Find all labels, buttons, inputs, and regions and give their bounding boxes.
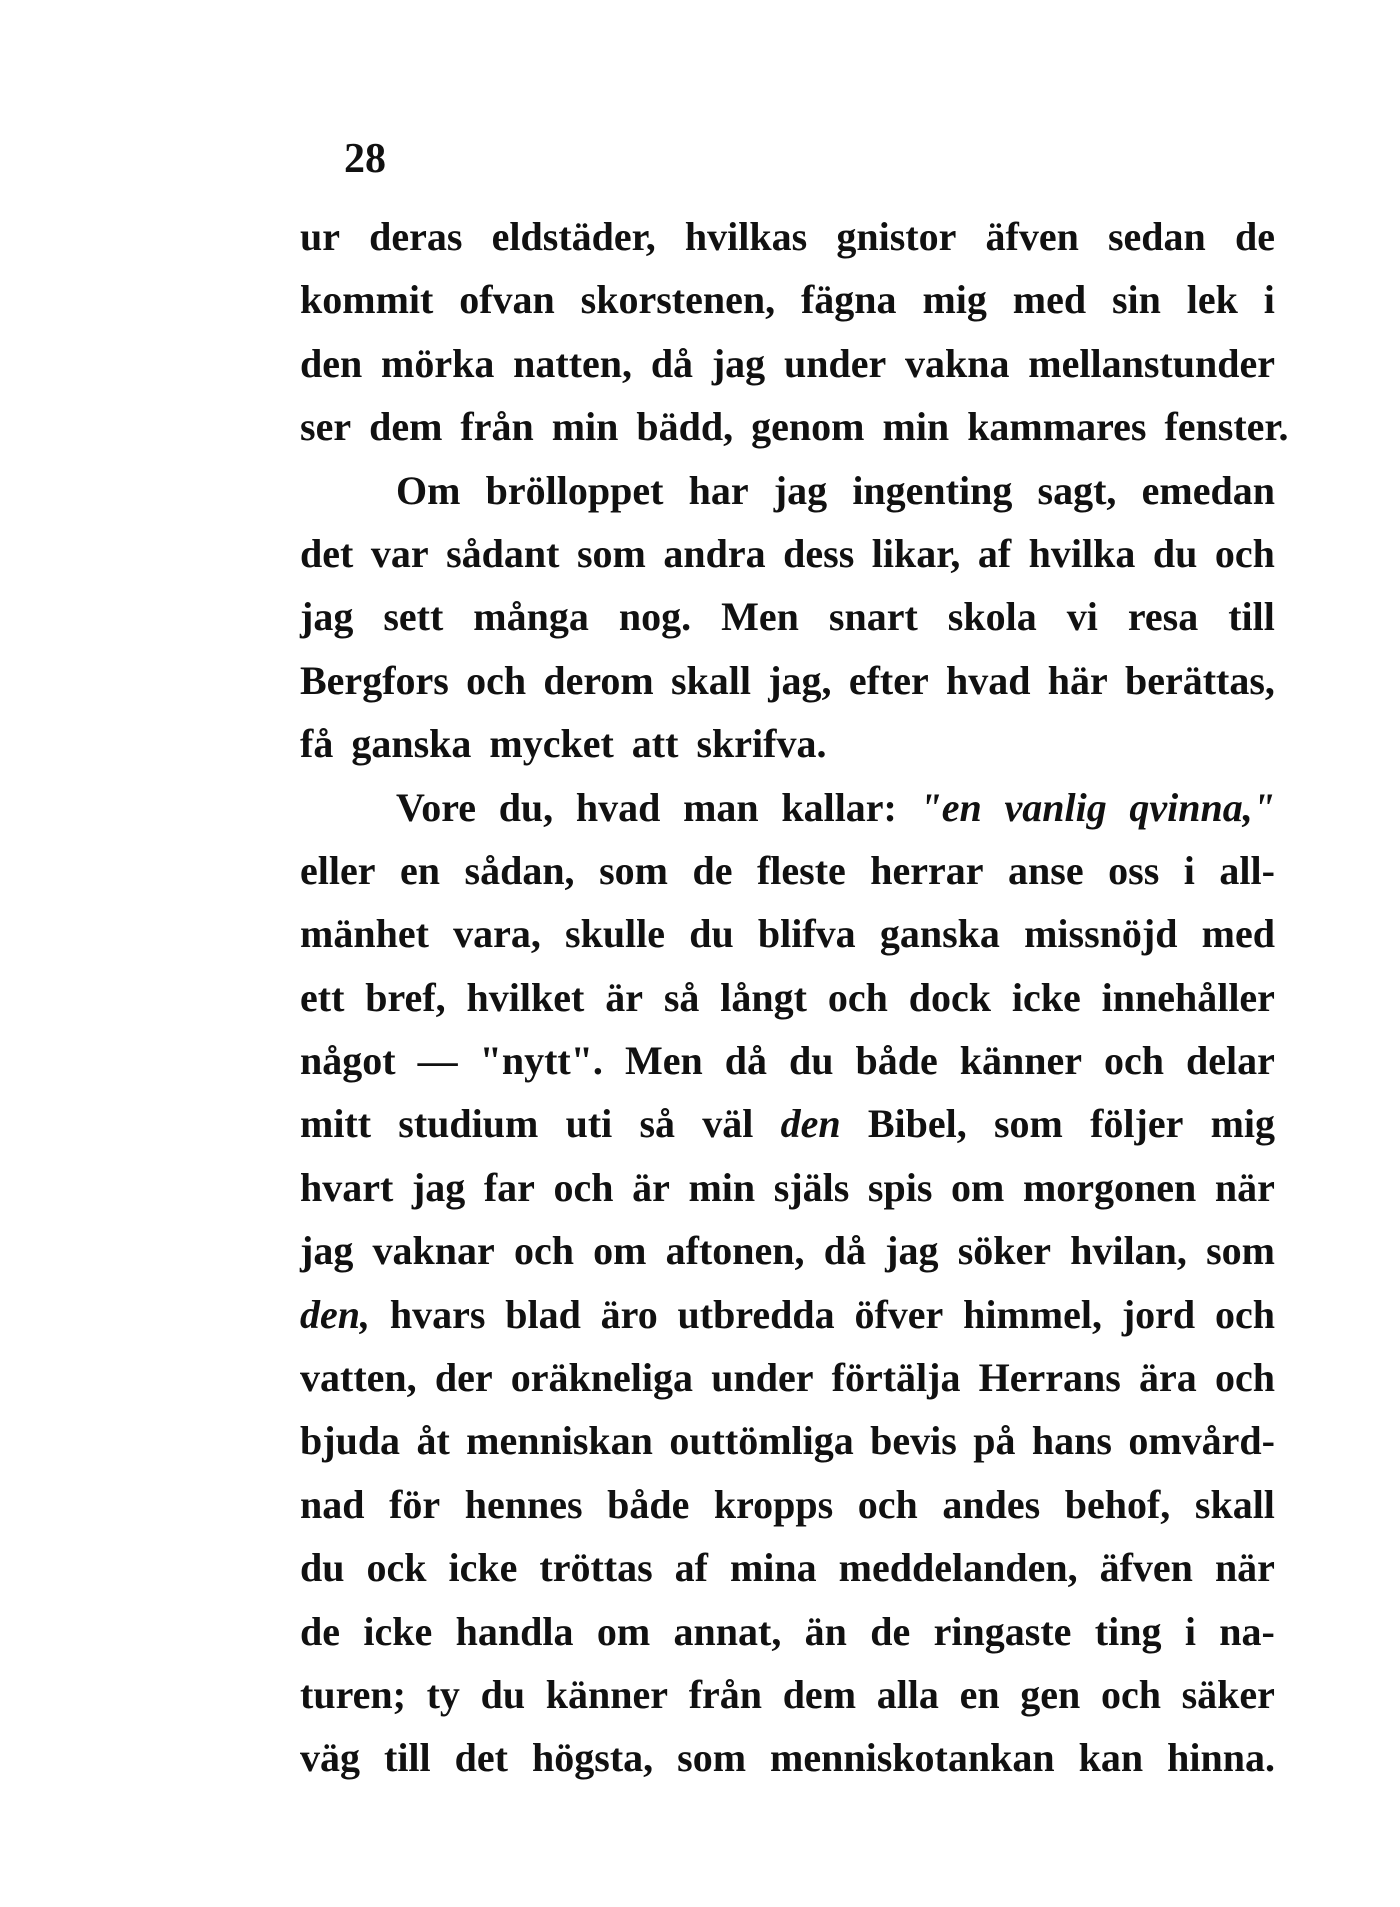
word: förtälja [831,1355,961,1401]
text-line [300,712,1275,775]
word: jag [300,1228,354,1274]
word: vaknar [372,1228,495,1274]
word: sedan [1107,214,1206,259]
word: alla [876,1671,939,1717]
word: dock [908,974,991,1020]
word: oss [1108,847,1160,893]
word: om [951,1164,1005,1210]
word: bjuda [300,1418,401,1464]
word: och [1214,1291,1275,1337]
word: öfver [854,1291,944,1337]
word: är [632,1164,670,1210]
word: resa [1127,594,1199,640]
word: de [692,847,733,893]
word: på [973,1418,1016,1464]
word: oräkneliga [510,1355,694,1401]
word: Vore [396,784,476,830]
word: äfven [1099,1545,1193,1591]
word: en [959,1671,1000,1717]
word: det [454,1735,508,1781]
text-line [300,1156,1275,1219]
word: skall [1194,1481,1275,1527]
word: likar, [871,530,961,576]
word: och [1214,1355,1275,1401]
word: meddelanden, [838,1545,1078,1591]
word: har [688,467,749,513]
word: ser [300,404,352,450]
word: som [993,1101,1063,1147]
word: missnöjd [1024,911,1178,957]
word: min [688,1164,756,1210]
word: skorstenen, [580,277,776,323]
word: när [1214,1545,1275,1591]
word: följer [1090,1101,1184,1147]
word: hvad [945,657,1031,703]
text-line [300,1726,1275,1789]
text-line [300,1600,1275,1663]
text-line [300,585,1275,648]
word: känner [545,1671,669,1717]
word: långt [720,974,807,1020]
word: min [882,404,950,450]
word: skall [670,657,751,703]
text-line [300,839,1275,902]
word: emedan [1141,467,1275,513]
word: fägna [800,277,897,323]
word: lek [1186,277,1238,323]
text-line [300,1283,1275,1346]
word: derom [543,657,654,703]
word: jord [1121,1291,1196,1337]
word: deras [369,214,463,259]
word: ringaste [933,1608,1072,1654]
word: de [300,1608,340,1654]
word: hennes [464,1481,583,1527]
word: i [1183,847,1195,893]
word: efter [848,657,929,703]
word: fenster. [1164,404,1289,450]
body-text [300,205,1289,1790]
word: turen; [300,1671,406,1717]
word: icke [363,1608,433,1654]
word: min [551,404,619,450]
word: det [300,530,354,576]
word: väg [300,1735,360,1781]
word: "nytt". [479,1038,603,1084]
word: som [1206,1228,1275,1274]
word: mänhet [300,911,429,957]
word: ganska [879,911,1000,957]
word: få [300,721,334,767]
word: och [827,974,888,1020]
word: väl [702,1101,754,1147]
word: snart [828,594,918,640]
text-line [300,1409,1275,1472]
word: så [639,1101,676,1147]
word: nad [300,1481,365,1527]
word: innehåller [1101,974,1275,1020]
word: än [804,1608,847,1654]
word: känner [959,1038,1083,1084]
word: att [631,721,679,767]
word: du, [498,784,554,830]
word: mycket [489,721,614,767]
word: handla [455,1608,574,1654]
word: himmel, [963,1291,1102,1337]
word: af [977,530,1012,576]
word: blifva [757,911,856,957]
word: något [300,1038,396,1084]
word: du [480,1671,526,1717]
word: hvars [389,1291,486,1337]
word: jag [773,467,828,513]
text-line [300,1663,1275,1726]
text-line [300,1029,1275,1092]
word: och [513,1228,574,1274]
word: hans [1031,1418,1112,1464]
word: kropps [713,1481,834,1527]
word: hvilkas [684,214,808,259]
text-line [300,1219,1275,1282]
text-line [300,1092,1275,1155]
word: från [460,404,534,450]
word: jag [411,1164,466,1210]
word: den [300,340,363,386]
word: jag [711,340,766,386]
word: och [1104,1038,1165,1084]
word: från [688,1671,763,1717]
word: vakna [904,340,1010,386]
word: du [788,1038,834,1084]
word: och [553,1164,614,1210]
text-line [300,1346,1275,1409]
word: med [1201,911,1275,957]
word: vatten, [300,1355,417,1401]
word: vara, [453,911,541,957]
word: andes [942,1481,1041,1527]
word: far [483,1164,535,1210]
word: kammares [967,404,1147,450]
word: Men [624,1038,703,1084]
word: ock [366,1545,427,1591]
word: både [607,1481,690,1527]
word: icke [1011,974,1081,1020]
word: blad [505,1291,581,1337]
word: anse [1008,847,1084,893]
text-line [300,205,1275,268]
text-line [300,966,1275,1029]
word: i [1263,277,1275,323]
word: högsta, [532,1735,654,1781]
word: delar [1186,1038,1275,1084]
italic-word: den [780,1101,841,1147]
word: sådan, [464,847,575,893]
word: utbredda [677,1291,835,1337]
word: der [434,1355,493,1401]
word: under [711,1355,814,1401]
word: af [674,1545,708,1591]
word: menniskan [466,1418,653,1464]
word: kallar: [781,784,897,830]
word: hvilka [1028,530,1136,576]
word: ära [1139,1355,1197,1401]
italic-word: vanlig [1004,784,1107,830]
word: dem [369,404,443,450]
word: är [605,974,643,1020]
word: då [724,1038,767,1084]
word: sett [383,594,444,640]
word: hvilket [466,974,585,1020]
word: studium [398,1101,539,1147]
word: skrifva. [696,721,827,767]
word: natten, [513,340,633,386]
word: dem [782,1671,857,1717]
word: skola [947,594,1037,640]
word: mellanstunder [1028,340,1275,386]
word: de [1234,214,1275,259]
text-line [300,649,1275,712]
word: ofvan [459,277,555,323]
word: mitt [300,1101,372,1147]
word: mig [1210,1101,1275,1147]
text-line [300,902,1275,965]
italic-word: qvinna," [1129,784,1275,830]
word: som [599,847,668,893]
word: Herrans [978,1355,1121,1401]
word: till [1228,594,1275,640]
word: när [1214,1164,1275,1210]
word: ett [300,974,345,1020]
word: gnistor [836,214,957,259]
word: brölloppet [485,467,664,513]
word: all- [1219,847,1275,893]
word: sagt, [1037,467,1117,513]
word: som [576,530,646,576]
word: själs [773,1164,850,1210]
word: vi [1066,594,1098,640]
word: behof, [1064,1481,1171,1527]
word: hinna. [1167,1735,1275,1781]
word: gen [1020,1671,1081,1717]
word: var [370,530,429,576]
word: skulle [565,911,666,957]
word: eller [300,847,376,893]
word: Men [721,594,799,640]
word: om [596,1608,651,1654]
word: man [683,784,759,830]
word: ty [426,1671,460,1717]
word: du [1152,530,1198,576]
word: du [689,911,734,957]
word: sin [1111,277,1161,323]
word: mörka [381,340,495,386]
page-number: 28 [344,136,386,182]
word: åt [416,1418,450,1464]
word: och [857,1481,918,1527]
word: jag [300,594,354,640]
word: hvart [300,1164,394,1210]
word: bevis [870,1418,957,1464]
word: en [400,847,440,893]
word: som [677,1735,747,1781]
word: na- [1219,1608,1275,1654]
word: hvad [575,784,661,830]
word: fleste [756,847,846,893]
word: kan [1078,1735,1144,1781]
word: i [1184,1608,1196,1654]
word: så [663,974,700,1020]
word: herrar [870,847,984,893]
text-line [300,776,1275,839]
word: omvård- [1128,1418,1275,1464]
word: söker [957,1228,1052,1274]
word: jag [885,1228,939,1274]
word: ingenting [852,467,1013,513]
word: då [650,340,694,386]
word: de [870,1608,911,1654]
word: tröttas [539,1545,653,1591]
word: bädd, [636,404,734,450]
word: äfven [985,214,1079,259]
text-line [300,268,1275,331]
word: aftonen, [665,1228,805,1274]
word: mina [729,1545,817,1591]
word: ganska [351,721,472,767]
text-line [300,1536,1275,1599]
word: uti [565,1101,613,1147]
word: för [389,1481,441,1527]
text-line [300,522,1275,585]
word: ting [1094,1608,1162,1654]
word: många [473,594,589,640]
word: jag, [768,657,832,703]
word: då [823,1228,866,1274]
word: — [417,1038,458,1084]
text-line [300,1473,1275,1536]
word: äro [600,1291,658,1337]
word: menniskotankan [770,1735,1055,1781]
word: nog. [618,594,692,640]
word: mig [922,277,987,323]
word: ur [300,214,340,259]
word: här [1047,657,1108,703]
word: hvilan, [1070,1228,1187,1274]
word: under [783,340,887,386]
word: outtömliga [669,1418,854,1464]
word: sådant [446,530,560,576]
word: med [1012,277,1087,323]
text-line [300,332,1275,395]
word: till [384,1735,431,1781]
word: dess [783,530,855,576]
word: Om [396,467,461,513]
word: annat, [673,1608,782,1654]
word: kommit [300,277,434,323]
word: icke [448,1545,518,1591]
word: andra [663,530,766,576]
word: morgonen [1022,1164,1197,1210]
word: berättas, [1124,657,1275,703]
text-line [300,395,1289,458]
word: om [593,1228,647,1274]
word: bref, [365,974,446,1020]
word: och [1214,530,1275,576]
word: Bergfors [300,657,449,703]
word: säker [1181,1671,1275,1717]
word: genom [751,404,865,450]
italic-word: den, [300,1291,370,1337]
text-line [300,459,1275,522]
word: eldstäder, [491,214,656,259]
word: både [855,1038,938,1084]
word: spis [867,1164,933,1210]
word: Bibel, [867,1101,967,1147]
italic-word: "en [919,784,982,830]
word: och [466,657,527,703]
word: och [1100,1671,1161,1717]
word: du [300,1545,345,1591]
